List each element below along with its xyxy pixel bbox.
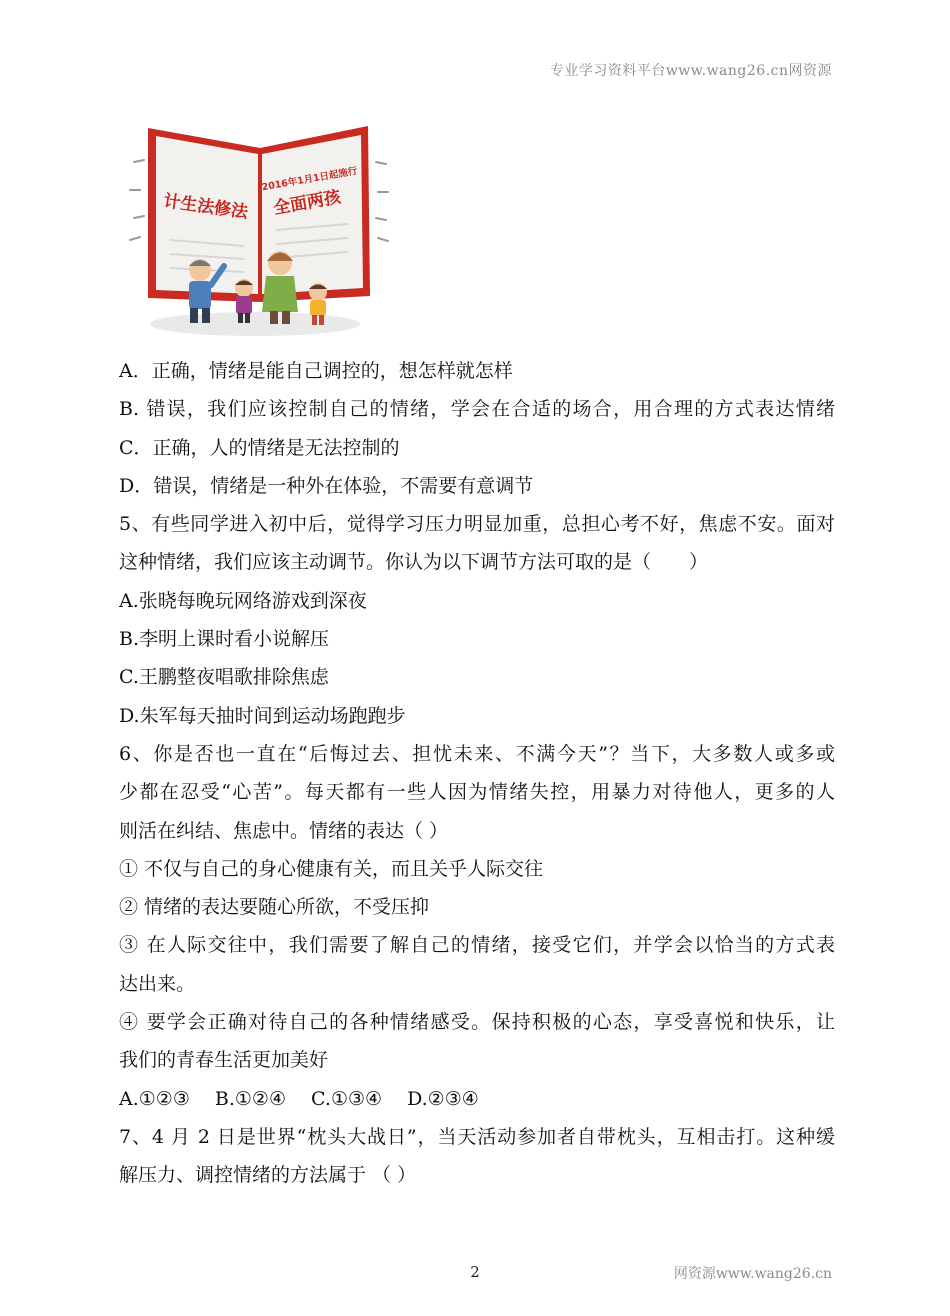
option-d-text: D．错误，情绪是一种外在体验，不需要有意调节 (119, 474, 534, 497)
book-right-title: 全面两孩 (271, 187, 343, 219)
q5-option-c: C.王鹏整夜唱歌排除焦虑 (119, 666, 329, 689)
question-text-block (119, 352, 835, 1195)
question-6-line-1: 6、你是否也一直在“后悔过去、担忧未来、不满今天”？当下，大多数人或多或 (119, 742, 835, 765)
page-header: 专业学习资料平台www.wang26.cn网资源 (549, 63, 832, 79)
illustration-book-family (120, 120, 400, 345)
page-footer: 网资源www.wang26.cn (673, 1266, 832, 1282)
option-b-text: B. 错误，我们应该控制自己的情绪，学会在合适的场合，用合理的方式表达情绪 (119, 398, 835, 421)
q6-statement-1: ① 不仅与自己的身心健康有关，而且关乎人际交往 (119, 857, 544, 880)
q6-statement-4-line-2: 我们的青春生活更加美好 (119, 1049, 329, 1072)
q5-option-b: B.李明上课时看小说解压 (119, 628, 330, 651)
q6-statement-3-line-1: ③ 在人际交往中，我们需要了解自己的情绪，接受它们，并学会以恰当的方式表 (119, 934, 835, 957)
q5-option-a: A.张晓每晚玩网络游戏到深夜 (119, 589, 367, 612)
question-6-line-3: 则活在纠结、焦虑中。情绪的表达（ ） (119, 819, 449, 842)
question-5-line-1: 5、有些同学进入初中后，觉得学习压力明显加重，总担心考不好，焦虑不安。面对 (119, 513, 835, 536)
option-a-text: A．正确，情绪是能自己调控的，想怎样就怎样 (119, 360, 513, 382)
q6-options: A.①②③ B.①②④ C.①③④ D.②③④ (119, 1087, 479, 1110)
question-6-line-2: 少都在忍受“心苦”。每天都有一些人因为情绪失控，用暴力对待他人，更多的人 (119, 781, 835, 804)
book-left-title: 计生法修法 (162, 191, 250, 223)
q5-option-d: D.朱军每天抽时间到运动场跑跑步 (119, 704, 406, 727)
page-number: 2 (470, 1263, 480, 1281)
q6-statement-4-line-1: ④ 要学会正确对待自己的各种情绪感受。保持积极的心态，享受喜悦和快乐，让 (119, 1011, 835, 1034)
question-5-line-2: 这种情绪，我们应该主动调节。你认为以下调节方法可取的是（ ） (119, 551, 709, 574)
question-7-line-1: 7、4 月 2 日是世界“枕头大战日”，当天活动参加者自带枕头，互相击打。这种缓 (119, 1125, 835, 1148)
q6-statement-3-line-2: 达出来。 (119, 972, 196, 995)
question-7-line-2: 解压力、调控情绪的方法属于 （ ） (119, 1164, 417, 1187)
option-c-text: C．正确，人的情绪是无法控制的 (119, 436, 400, 459)
q6-statement-2: ② 情绪的表达要随心所欲，不受压抑 (119, 896, 430, 919)
book-right-date: 2016年1月1日起施行 (261, 165, 359, 194)
